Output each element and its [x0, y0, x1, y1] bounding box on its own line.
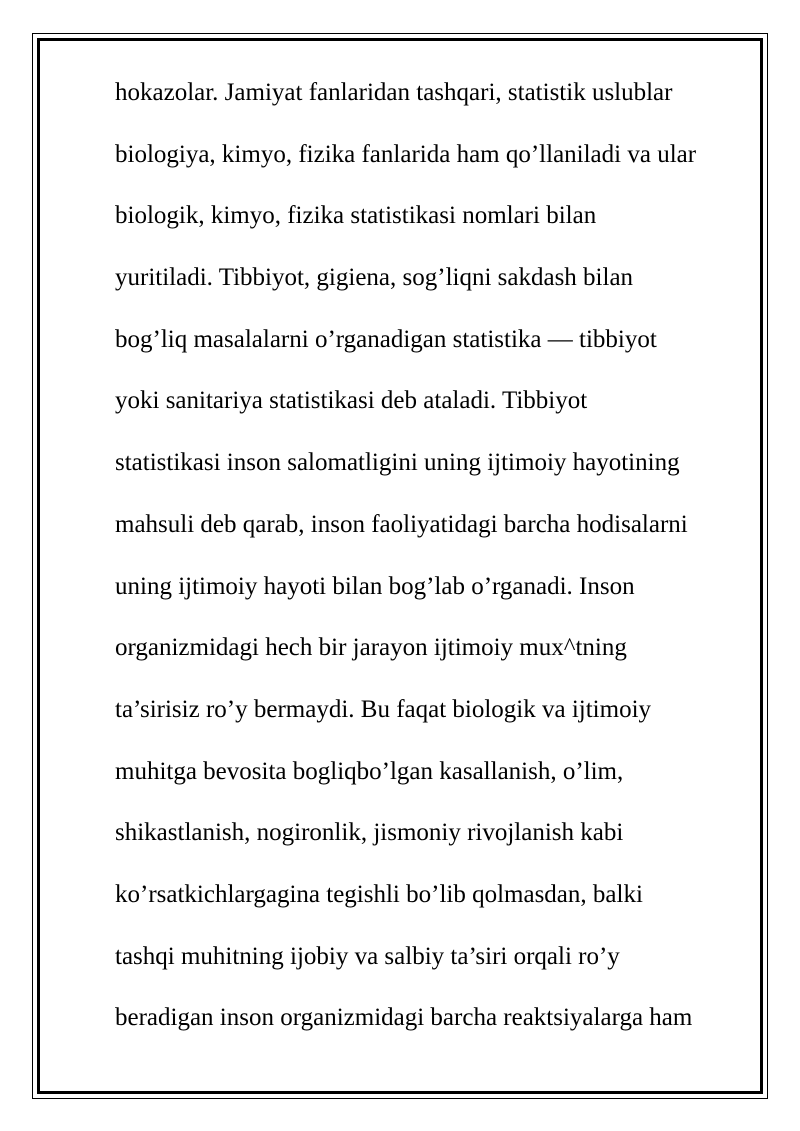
text-line: ta’sirisiz ro’y bermaydi. Bu faqat biologik va ijtimoiy: [115, 695, 652, 723]
text-line: biologiya, kimyo, fizika fanlarida ham qo’llaniladi va ular: [115, 140, 697, 168]
text-line: muhitga bevosita bogliqbo’lgan kasallanish, o’lim,: [115, 757, 624, 785]
text-line: yoki sanitariya statistikasi deb ataladi. Tibbiyot: [115, 387, 588, 415]
text-line: biologik, kimyo, fizika statistikasi nomlari bilan: [115, 202, 597, 230]
text-line: statistikasi inson salomatligini uning ijtimoiy hayotining: [115, 449, 680, 477]
text-line: shikastlanish, nogironlik, jismoniy rivojlanish kabi: [115, 819, 624, 847]
text-line: yuritiladi. Tibbiyot, gigiena, sog’liqni sakdash bilan: [115, 264, 634, 292]
text-line: hokazolar. Jamiyat fanlaridan tashqari, statistik uslublar: [115, 79, 673, 106]
text-line: tashqi muhitning ijobiy va salbiy ta’siri orqali ro’y: [115, 942, 620, 970]
document-body: [115, 73, 745, 1060]
text-line: ko’rsatkichlargagina tegishli bo’lib qolmasdan, balki: [115, 880, 643, 908]
text-line: organizmidagi hech bir jarayon ijtimoiy mux^tning: [115, 634, 627, 662]
text-line: uning ijtimoiy hayoti bilan bog’lab o’rganadi. Inson: [115, 572, 635, 600]
text-line: bog’liq masalalarni o’rganadigan statistika — tibbiyot: [115, 325, 657, 353]
text-line: mahsuli deb qarab, inson faoliyatidagi barcha hodisalarni: [115, 510, 688, 538]
text-line: beradigan inson organizmidagi barcha reaktsiyalarga ham: [115, 1004, 693, 1032]
